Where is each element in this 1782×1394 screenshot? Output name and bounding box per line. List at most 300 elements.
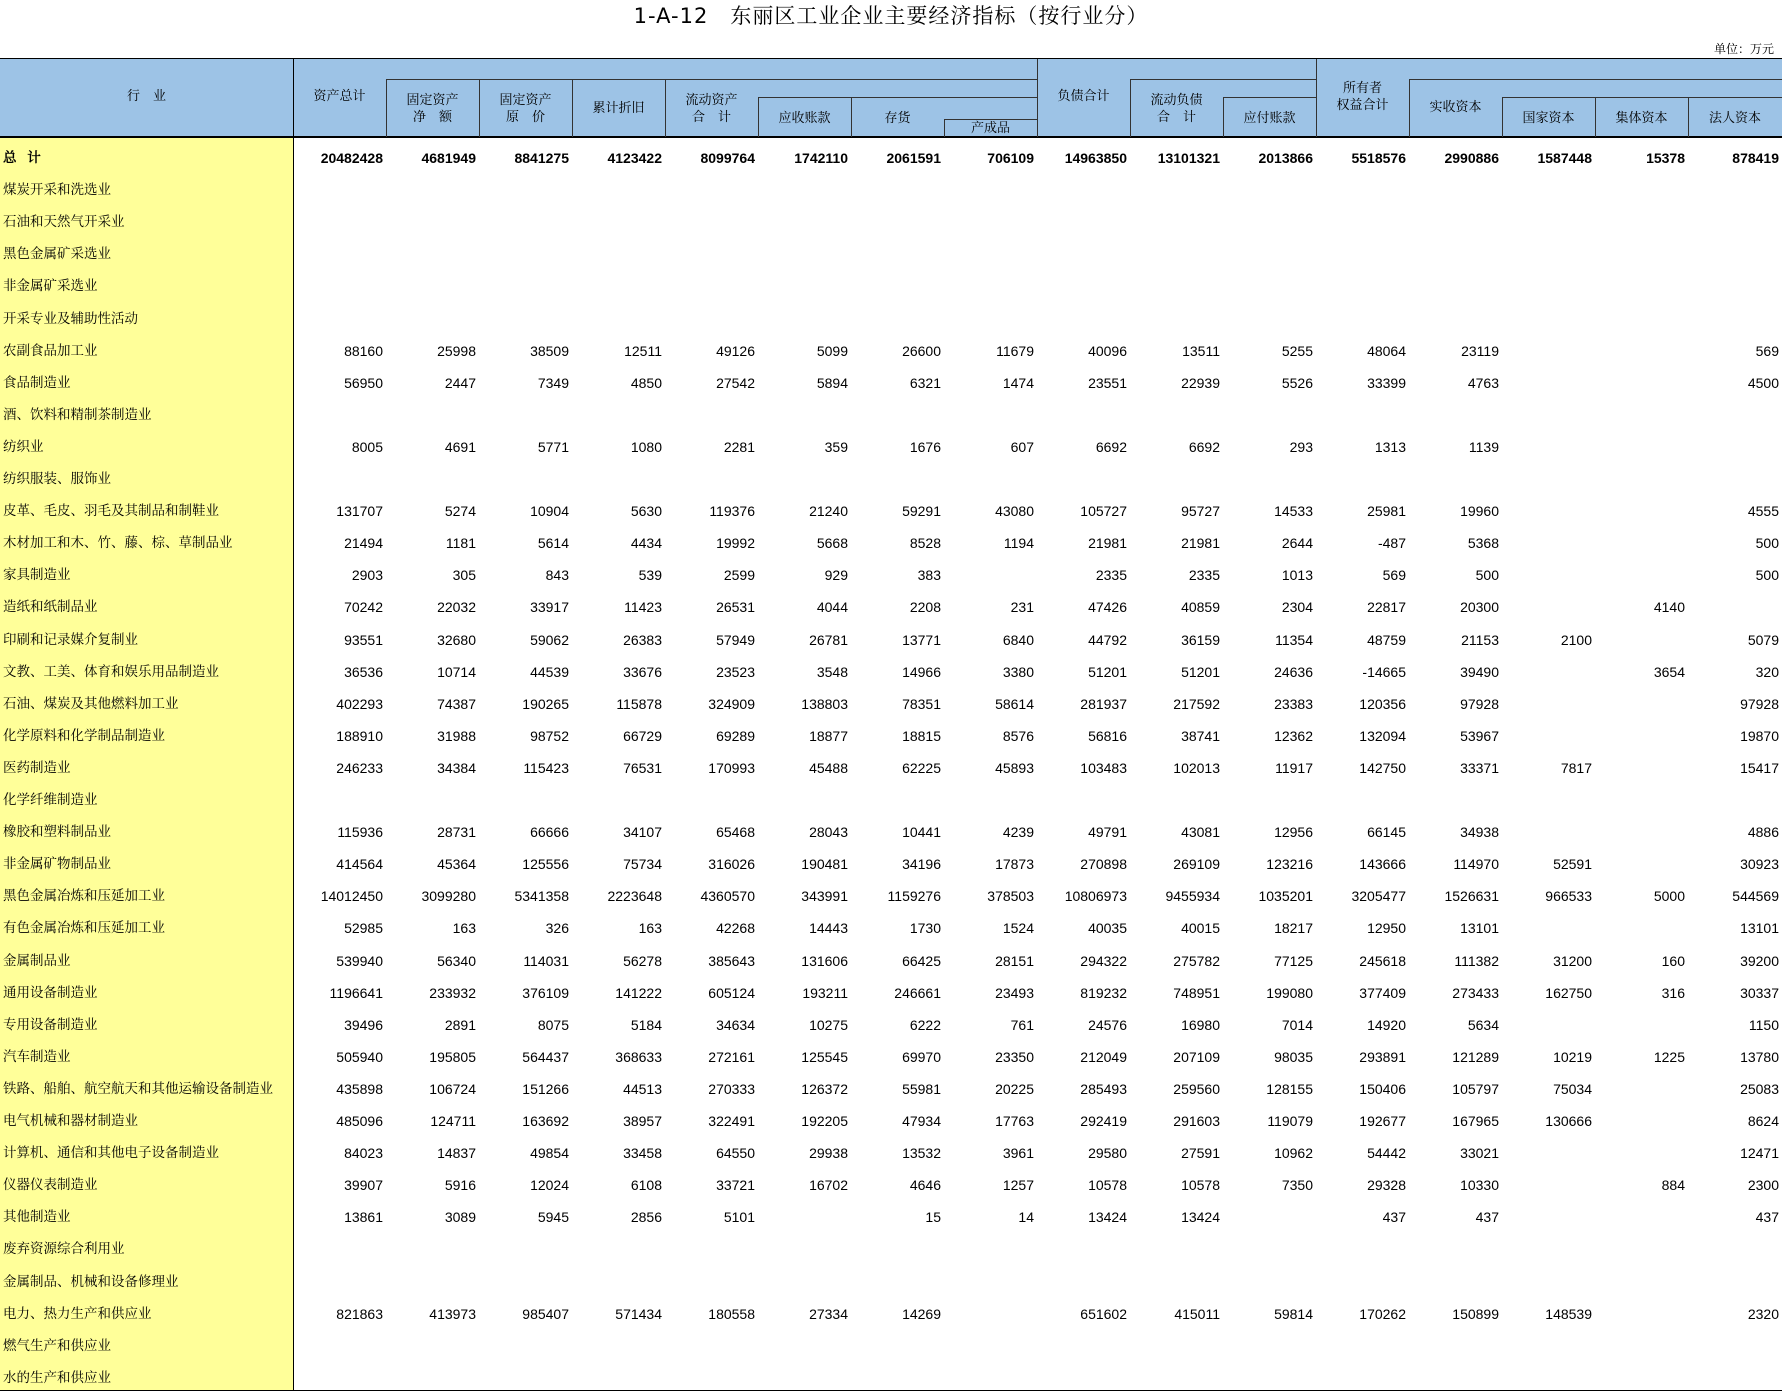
table-cell: 5916 (444, 1177, 476, 1194)
table-cell: 1474 (1002, 374, 1034, 391)
table-cell: 13780 (1740, 1048, 1779, 1065)
table-cell: 22939 (1181, 374, 1220, 391)
table-cell: 569 (1755, 342, 1779, 359)
table-cell: 119079 (1267, 1113, 1313, 1129)
table-cell: 95727 (1181, 503, 1220, 520)
industry-name: 其他制造业 (3, 1209, 71, 1226)
table-cell: 6840 (1002, 631, 1034, 648)
table-cell: 150899 (1452, 1305, 1499, 1322)
table-cell: 44513 (623, 1080, 662, 1097)
table-cell: 281937 (1080, 695, 1127, 712)
table-cell: 192677 (1359, 1113, 1406, 1129)
table-cell: 14920 (1367, 1016, 1406, 1033)
table-cell: 53967 (1460, 727, 1499, 744)
table-cell: 33676 (623, 663, 662, 680)
table-cell: 19960 (1460, 503, 1499, 520)
table-cell: 2300 (1747, 1177, 1779, 1194)
table-cell: 11354 (1275, 631, 1313, 648)
table-cell: 33021 (1460, 1145, 1499, 1162)
table-cell: 120356 (1359, 695, 1406, 712)
table-cell: 8576 (1002, 727, 1034, 744)
table-cell: 9455934 (1165, 888, 1220, 905)
table-cell: 29938 (809, 1145, 848, 1162)
table-cell: 437 (1755, 1209, 1779, 1226)
table-cell: 5634 (1467, 1016, 1499, 1033)
table-cell: 3548 (816, 663, 848, 680)
table-cell: 1225 (1653, 1048, 1685, 1065)
table-cell: 143666 (1359, 856, 1406, 873)
table-cell: 4140 (1653, 599, 1685, 616)
table-cell: 293891 (1359, 1048, 1406, 1065)
table-cell: 31200 (1553, 952, 1592, 969)
table-cell: 322491 (708, 1113, 755, 1129)
table-cell: 11679 (996, 342, 1034, 359)
table-row (0, 977, 1782, 1009)
table-row (0, 816, 1782, 848)
table-cell: 651602 (1080, 1305, 1127, 1322)
table-cell: 65468 (716, 824, 755, 841)
table-cell: 106724 (429, 1080, 476, 1097)
table-cell: 2100 (1560, 631, 1592, 648)
table-cell: 12471 (1740, 1145, 1779, 1162)
table-cell: 437 (1382, 1209, 1406, 1226)
table-cell: 12950 (1367, 920, 1406, 937)
table-cell: 22032 (437, 599, 476, 616)
header-fixed-net-line1: 固定资产 (406, 93, 459, 108)
table-cell: 66145 (1367, 824, 1406, 841)
table-cell: 320 (1755, 663, 1779, 680)
table-cell: 59062 (530, 631, 569, 648)
table-cell: 294322 (1080, 952, 1127, 969)
table-cell: 5894 (816, 374, 848, 391)
table-cell: 56816 (1088, 727, 1127, 744)
table-cell: 761 (1010, 1016, 1034, 1033)
table-cell: 74387 (437, 695, 476, 712)
table-cell: 4434 (630, 535, 662, 552)
table-cell: 21981 (1181, 535, 1220, 552)
table-row (0, 720, 1782, 752)
industry-name: 石油和天然气开采业 (3, 214, 125, 231)
table-cell: 1526631 (1444, 888, 1499, 905)
table-cell: 49854 (530, 1145, 569, 1162)
industry-name: 纺织业 (3, 438, 44, 455)
table-cell: 151266 (522, 1080, 569, 1097)
table-row (0, 1009, 1782, 1041)
table-cell: 4850 (630, 374, 662, 391)
table-cell: 39200 (1740, 952, 1779, 969)
table-row (0, 1041, 1782, 1073)
table-cell: 6108 (630, 1177, 662, 1194)
table-cell: 5368 (1467, 535, 1499, 552)
table-cell: 5771 (537, 438, 569, 455)
table-cell: 75734 (623, 856, 662, 873)
table-row (0, 912, 1782, 944)
table-cell: 66729 (623, 727, 662, 744)
table-cell: 6692 (1188, 438, 1220, 455)
industry-name: 酒、饮料和精制茶制造业 (3, 406, 152, 423)
table-cell: 199080 (1266, 984, 1313, 1001)
table-row (0, 591, 1782, 623)
table-cell: 39907 (344, 1177, 383, 1194)
table-cell: 20300 (1460, 599, 1499, 616)
table-cell: 414564 (336, 856, 383, 873)
table-cell: 607 (1010, 438, 1034, 455)
table-cell: 1181 (445, 535, 476, 552)
table-cell: 11423 (624, 599, 662, 616)
table-cell: 25083 (1740, 1080, 1779, 1097)
table-cell: 59814 (1274, 1305, 1313, 1322)
industry-name: 化学原料和化学制品制造业 (3, 727, 165, 744)
table-cell: 98035 (1274, 1048, 1313, 1065)
table-cell: 14533 (1274, 503, 1313, 520)
table-cell: 270898 (1080, 856, 1127, 873)
table-row (0, 624, 1782, 656)
table-cell: 10962 (1274, 1145, 1313, 1162)
table-cell: 66666 (530, 824, 569, 841)
industry-name: 医药制造业 (3, 759, 71, 776)
table-cell: 10578 (1181, 1177, 1220, 1194)
table-cell: 2856 (630, 1209, 662, 1226)
table-cell: 285493 (1080, 1080, 1127, 1097)
table-cell: 23383 (1274, 695, 1313, 712)
table-cell: 170993 (708, 759, 755, 776)
table-cell: 2223648 (607, 888, 662, 905)
table-cell: 77125 (1274, 952, 1313, 969)
header-state-capital: 国家资本 (1522, 111, 1575, 126)
table-cell: 51201 (1181, 663, 1220, 680)
table-cell: 10904 (530, 503, 569, 520)
header-fixed-net-line2: 净 额 (412, 110, 452, 125)
industry-name: 黑色金属冶炼和压延加工业 (3, 888, 165, 905)
table-cell: 44792 (1088, 631, 1127, 648)
table-cell: 324909 (708, 695, 755, 712)
table-cell: 2335 (1095, 567, 1127, 584)
table-cell: 10714 (437, 663, 476, 680)
table-cell: 26781 (809, 631, 848, 648)
table-cell: 69970 (902, 1048, 941, 1065)
table-cell: 195805 (429, 1048, 476, 1065)
table-cell: 49791 (1088, 824, 1127, 841)
table-cell: 5341358 (514, 888, 569, 905)
industry-name: 化学纤维制造业 (3, 792, 98, 808)
table-cell: 3380 (1002, 663, 1034, 680)
industry-name: 橡胶和塑料制品业 (3, 824, 111, 841)
table-cell: 32680 (437, 631, 476, 648)
table-cell: 105727 (1080, 503, 1127, 520)
table-cell: 163 (638, 920, 662, 937)
table-cell: 8528 (909, 535, 941, 552)
table-cell: 273433 (1452, 984, 1499, 1001)
table-cell: 142750 (1359, 759, 1406, 776)
table-cell: 66425 (902, 952, 941, 969)
table-cell: 5255 (1281, 342, 1313, 359)
table-cell: 291603 (1173, 1113, 1220, 1129)
table-cell: 415011 (1174, 1305, 1220, 1322)
table-cell: 98752 (530, 727, 569, 744)
table-cell: 39490 (1460, 663, 1499, 680)
table-cell: 5079 (1747, 631, 1779, 648)
industry-name: 金属制品业 (3, 952, 71, 969)
table-cell: 10219 (1553, 1048, 1592, 1065)
table-cell: 56950 (344, 374, 383, 391)
table-cell: 170262 (1359, 1305, 1406, 1322)
table-row (0, 399, 1782, 431)
table-cell: 36536 (344, 663, 383, 680)
table-cell: 4360570 (700, 888, 755, 905)
table-cell: 13861 (344, 1209, 383, 1226)
table-cell: 929 (824, 567, 848, 584)
industry-name: 电力、热力生产和供应业 (3, 1305, 152, 1322)
table-cell: 3961 (1002, 1145, 1034, 1162)
table-cell: 40859 (1181, 599, 1220, 616)
table-cell: 57949 (716, 631, 755, 648)
table-cell: 25998 (437, 342, 476, 359)
table-cell: 985407 (522, 1305, 569, 1322)
table-row (0, 1137, 1782, 1169)
table-row (0, 1362, 1782, 1394)
table-cell: 19870 (1740, 727, 1779, 744)
table-header (0, 58, 1782, 138)
table-cell: 34938 (1460, 824, 1499, 841)
table-cell: 8075 (537, 1016, 569, 1033)
table-cell: 13101321 (1157, 150, 1220, 166)
table-cell: 15 (925, 1209, 941, 1226)
table-cell: 44539 (530, 663, 569, 680)
table-cell: 138803 (801, 695, 848, 712)
industry-name: 开采专业及辅助性活动 (3, 310, 138, 327)
table-cell: 29328 (1367, 1177, 1406, 1194)
table-cell: 167965 (1452, 1113, 1499, 1129)
industry-name: 有色金属冶炼和压延加工业 (3, 920, 165, 937)
table-cell: 4763 (1467, 374, 1499, 391)
table-cell: 17873 (995, 856, 1034, 873)
table-cell: 1080 (630, 438, 662, 455)
header-collective-capital: 集体资本 (1615, 111, 1668, 126)
table-cell: 305 (452, 567, 476, 584)
table-cell: 259560 (1173, 1080, 1220, 1097)
table-cell: 4886 (1747, 824, 1779, 841)
table-cell: 5099 (816, 342, 848, 359)
table-cell: 38509 (530, 342, 569, 359)
header-payable: 应付账款 (1243, 111, 1296, 126)
header-current-assets-line2: 合 计 (691, 110, 731, 125)
table-cell: 47426 (1088, 599, 1127, 616)
table-cell: 45364 (437, 856, 476, 873)
table-cell: 4646 (909, 1177, 941, 1194)
table-cell: 148539 (1545, 1305, 1592, 1322)
table-cell: 539940 (336, 952, 383, 969)
table-cell: 10330 (1460, 1177, 1499, 1194)
table-cell: 88160 (344, 342, 383, 359)
table-cell: 231 (1010, 599, 1034, 616)
table-cell: 62225 (902, 759, 941, 776)
industry-name: 仪器仪表制造业 (3, 1177, 98, 1194)
table-cell: 38957 (623, 1113, 662, 1129)
table-cell: 93551 (344, 631, 383, 648)
table-cell: 10441 (902, 824, 941, 841)
table-cell: 3205477 (1351, 888, 1406, 905)
table-cell: 55981 (902, 1080, 941, 1097)
table-cell: 378503 (987, 888, 1034, 905)
table-row (0, 303, 1782, 335)
table-cell: 45893 (995, 759, 1034, 776)
table-cell: 7014 (1281, 1016, 1313, 1033)
table-cell: 17763 (995, 1113, 1034, 1129)
industry-name: 造纸和纸制品业 (3, 599, 98, 616)
table-cell: 12511 (624, 342, 662, 359)
table-cell: 2013866 (1258, 150, 1313, 166)
table-cell: 2644 (1281, 535, 1313, 552)
table-cell: 505940 (336, 1048, 383, 1065)
table-cell: 4681949 (421, 150, 476, 166)
table-cell: 485096 (336, 1113, 383, 1129)
table-cell: 1159276 (887, 888, 941, 905)
table-cell: 28151 (995, 952, 1034, 969)
table-cell: 105797 (1452, 1080, 1499, 1097)
table-cell: 162750 (1545, 984, 1592, 1001)
table-cell: 126372 (801, 1080, 848, 1097)
table-cell: 192205 (801, 1113, 848, 1129)
table-cell: 160 (1661, 952, 1685, 969)
table-cell: 18877 (809, 727, 848, 744)
table-cell: 12362 (1274, 727, 1313, 744)
table-cell: 39496 (344, 1016, 383, 1033)
industry-name: 食品制造业 (3, 374, 71, 391)
header-current-liab-line2: 合 计 (1156, 110, 1196, 125)
table-row (0, 848, 1782, 880)
industry-name: 非金属矿采选业 (3, 278, 98, 295)
industry-name: 皮革、毛皮、羽毛及其制品和制鞋业 (3, 503, 219, 520)
table-cell: 402293 (336, 695, 383, 712)
table-cell: 42268 (716, 920, 755, 937)
table-cell: 368633 (615, 1048, 662, 1065)
table-cell: 272161 (708, 1048, 755, 1065)
table-cell: 141222 (615, 984, 662, 1001)
table-cell: 188910 (336, 727, 383, 744)
table-cell: 33399 (1367, 374, 1406, 391)
table-cell: 5630 (630, 503, 662, 520)
table-cell: 437 (1475, 1209, 1499, 1226)
table-cell: 5526 (1281, 374, 1313, 391)
table-cell: 11917 (1275, 759, 1313, 776)
table-cell: 26531 (716, 599, 755, 616)
table-cell: 14269 (902, 1305, 941, 1322)
table-cell: 2061591 (886, 150, 941, 166)
table-cell: 115936 (337, 824, 383, 841)
table-cell: 25981 (1367, 503, 1406, 520)
table-cell: 13511 (1182, 342, 1220, 359)
table-cell: 51201 (1088, 663, 1127, 680)
table-cell: 2320 (1747, 1305, 1779, 1322)
table-cell: 26383 (623, 631, 662, 648)
table-cell: 821863 (336, 1305, 383, 1322)
table-cell: 125556 (522, 856, 569, 873)
table-cell: 36159 (1181, 631, 1220, 648)
table-cell: 190265 (522, 695, 569, 712)
table-cell: 52591 (1553, 856, 1592, 873)
table-cell: 24636 (1274, 663, 1313, 680)
table-cell: 13424 (1181, 1209, 1220, 1226)
table-cell: 33721 (716, 1177, 755, 1194)
table-cell: 966533 (1545, 888, 1592, 905)
header-inventory: 存货 (884, 111, 911, 126)
industry-name: 计算机、通信和其他电子设备制造业 (3, 1145, 219, 1162)
industry-name: 纺织服装、服饰业 (3, 471, 111, 487)
table-cell: 2990886 (1444, 150, 1499, 166)
table-cell: -14665 (1362, 663, 1406, 680)
table-cell: 275782 (1173, 952, 1220, 969)
table-cell: 114970 (1453, 856, 1499, 873)
table-cell: 2335 (1188, 567, 1220, 584)
table-cell: 4500 (1747, 374, 1779, 391)
industry-name: 电气机械和器材制造业 (3, 1113, 138, 1129)
table-cell: 114031 (523, 952, 569, 969)
page-title: 1-A-12 东丽区工业企业主要经济指标（按行业分） (633, 4, 1149, 28)
table-cell: 1196641 (329, 984, 383, 1001)
table-cell: 26600 (902, 342, 941, 359)
industry-name: 木材加工和木、竹、藤、棕、草制品业 (3, 535, 233, 552)
table-cell: 2281 (723, 438, 755, 455)
table-cell: 40035 (1088, 920, 1127, 937)
table-row (0, 945, 1782, 977)
table-cell: 5668 (816, 535, 848, 552)
table-cell: 212049 (1080, 1048, 1127, 1065)
table-cell: 23551 (1088, 374, 1127, 391)
industry-name: 总 计 (3, 150, 44, 166)
table-cell: 10275 (809, 1016, 848, 1033)
table-cell: 1150 (1748, 1016, 1779, 1033)
table-cell: 571434 (615, 1305, 662, 1322)
table-cell: 30923 (1740, 856, 1779, 873)
header-current-assets-line1: 流动资产 (685, 93, 738, 108)
table-cell: 3654 (1653, 663, 1685, 680)
table-cell: 569 (1382, 567, 1406, 584)
header-industry: 行 业 (126, 89, 166, 104)
table-row (0, 656, 1782, 688)
table-cell: 4555 (1747, 503, 1779, 520)
industry-name: 煤炭开采和洗选业 (3, 182, 111, 199)
table-cell: 29580 (1088, 1145, 1127, 1162)
table-cell: 1139 (1468, 438, 1499, 455)
table-cell: 58614 (995, 695, 1034, 712)
table-cell: 33917 (530, 599, 569, 616)
table-cell: 31988 (437, 727, 476, 744)
industry-name: 铁路、船舶、航空航天和其他运输设备制造业 (3, 1080, 273, 1097)
table-cell: 5614 (537, 535, 569, 552)
table-cell: 102013 (1173, 759, 1220, 776)
table-cell: 316 (1661, 984, 1685, 1001)
table-cell: 605124 (708, 984, 755, 1001)
header-equity-line2: 权益合计 (1336, 98, 1389, 113)
table-cell: 75034 (1553, 1080, 1592, 1097)
table-cell: 1013 (1281, 567, 1313, 584)
table-cell: 84023 (344, 1145, 383, 1162)
table-cell: 383 (917, 567, 941, 584)
table-row (0, 1330, 1782, 1362)
table-cell: 269109 (1173, 856, 1220, 873)
table-cell: 1313 (1374, 438, 1406, 455)
table-cell: 10578 (1088, 1177, 1127, 1194)
table-cell: 43081 (1181, 824, 1220, 841)
industry-name: 金属制品、机械和设备修理业 (3, 1273, 179, 1290)
industry-name: 通用设备制造业 (3, 984, 98, 1001)
header-current-liab-line1: 流动负债 (1150, 93, 1203, 108)
table-cell: 207109 (1173, 1048, 1220, 1065)
table-cell: 130666 (1545, 1113, 1592, 1129)
table-cell: 40096 (1088, 342, 1127, 359)
table-cell: 128155 (1266, 1080, 1313, 1097)
table-row (0, 1298, 1782, 1330)
